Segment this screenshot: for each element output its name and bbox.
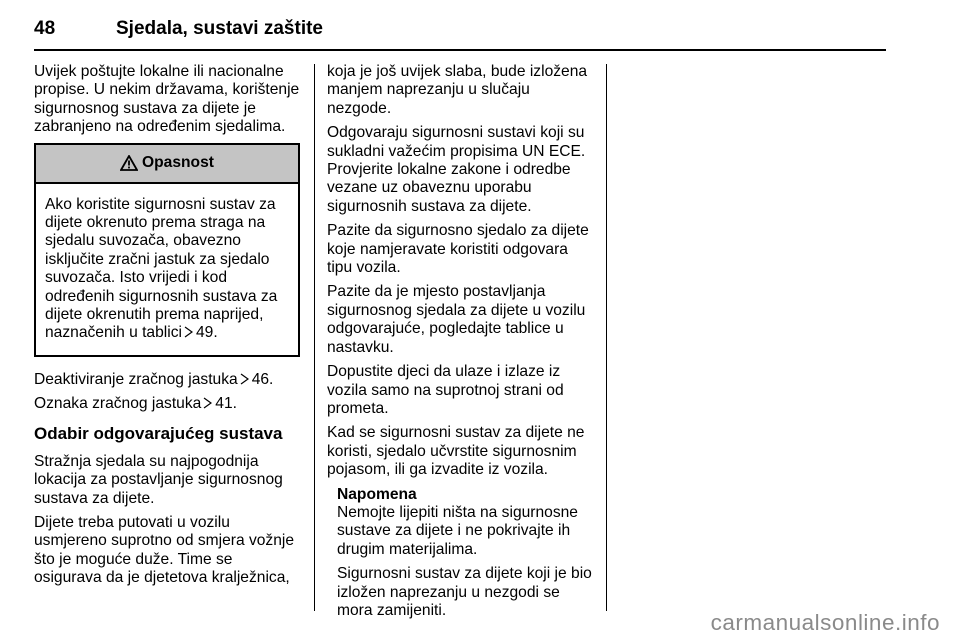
installation-position-paragraph: Pazite da je mjesto postavljanja sigurnosnog sjedala za dijete u vozilu odgovarajuće, pogledajte tablice u nastavku. bbox=[327, 283, 586, 356]
danger-ref[interactable]: 49. bbox=[195, 324, 218, 342]
page-reference-icon bbox=[184, 326, 193, 338]
watermark: carmanualsonline.info bbox=[710, 610, 940, 635]
page-header bbox=[34, 18, 886, 52]
column-divider-right bbox=[606, 64, 607, 611]
left-column bbox=[34, 63, 302, 594]
regulations-paragraph: Odgovaraju sigurnosni sustavi koji su sukladni važećim propisima UN ECE. Provjerite lokalne zakone i odredbe vezane uz obaveznu uporabu sigurnosnih sustava za dijete. bbox=[327, 124, 586, 215]
page-reference-icon bbox=[240, 373, 249, 385]
column-divider bbox=[314, 64, 315, 611]
page-title: Sjedala, sustavi zaštite bbox=[116, 18, 323, 39]
note-box bbox=[337, 486, 595, 621]
header-rule bbox=[34, 49, 886, 51]
airbag-label-ref bbox=[34, 395, 302, 413]
airbag-deactivation-text: Deaktiviranje zračnog jastuka bbox=[34, 370, 238, 388]
continued-paragraph: koja je još uvijek slaba, bude izložena manjem naprezanju u slučaju nezgode. bbox=[327, 63, 588, 117]
right-column bbox=[327, 63, 595, 626]
airbag-label-page[interactable]: 41. bbox=[215, 395, 237, 413]
danger-heading bbox=[36, 145, 298, 184]
page-number: 48 bbox=[34, 18, 56, 39]
unused-seat-paragraph: Kad se sigurnosni sustav za dijete ne koristi, sjedalo učvrstite sigurnosnim pojasom, ili ga izvadite iz vozila. bbox=[327, 424, 585, 479]
section-heading: Odabir odgovarajućeg sustava bbox=[34, 423, 283, 443]
note-text-1: Nemojte lijepiti ništa na sigurnosne sustave za dijete i ne pokrivajte ih drugim materijalima. bbox=[337, 503, 578, 558]
airbag-deactivation-page[interactable]: 46. bbox=[251, 370, 274, 388]
danger-body bbox=[36, 184, 298, 355]
danger-box bbox=[34, 143, 300, 357]
airbag-deactivation-ref bbox=[34, 371, 302, 389]
vehicle-type-paragraph: Pazite da sigurnosno sjedalo za dijete koje namjeravate koristiti odgovara tipu vozila. bbox=[327, 222, 589, 277]
warning-triangle-icon bbox=[120, 155, 138, 171]
rear-seats-paragraph: Stražnja sjedala su najpogodnija lokacija za postavljanje sigurnosnog sustava za dijete. bbox=[34, 452, 283, 507]
danger-text: Ako koristite sigurnosni sustav za dijete okrenuto prema straga na sjedalu suvozača, obavezno isključite zračni jastuk za sjedalo suvozača. Isto vrijedi i kod određenih sigurnosnih sustava za dijete okrenutih prema naprijed, naznačenih u tablici bbox=[45, 195, 278, 342]
page-reference-icon bbox=[203, 397, 212, 409]
note-heading: Napomena bbox=[337, 485, 417, 503]
intro-paragraph: Uvijek poštujte lokalne ili nacionalne propise. U nekim državama, korištenje sigurnosnog sustava za dijete je zabranjeno na određenim sjedalima. bbox=[34, 63, 300, 136]
airbag-label-text: Oznaka zračnog jastuka bbox=[34, 395, 202, 413]
note-text-2: Sigurnosni sustav za dijete koji je bio izložen naprezanju u nezgodi se mora zamijeniti. bbox=[337, 565, 592, 619]
danger-heading-label: Opasnost bbox=[142, 153, 214, 171]
traffic-side-paragraph: Dopustite djeci da ulaze i izlaze iz vozila samo na suprotnoj strani od prometa. bbox=[327, 363, 564, 417]
rear-facing-paragraph: Dijete treba putovati u vozilu usmjereno suprotno od smjera vožnje što je moguće duže. Time se osigurava da je djetetova kralježnica, bbox=[34, 513, 295, 587]
